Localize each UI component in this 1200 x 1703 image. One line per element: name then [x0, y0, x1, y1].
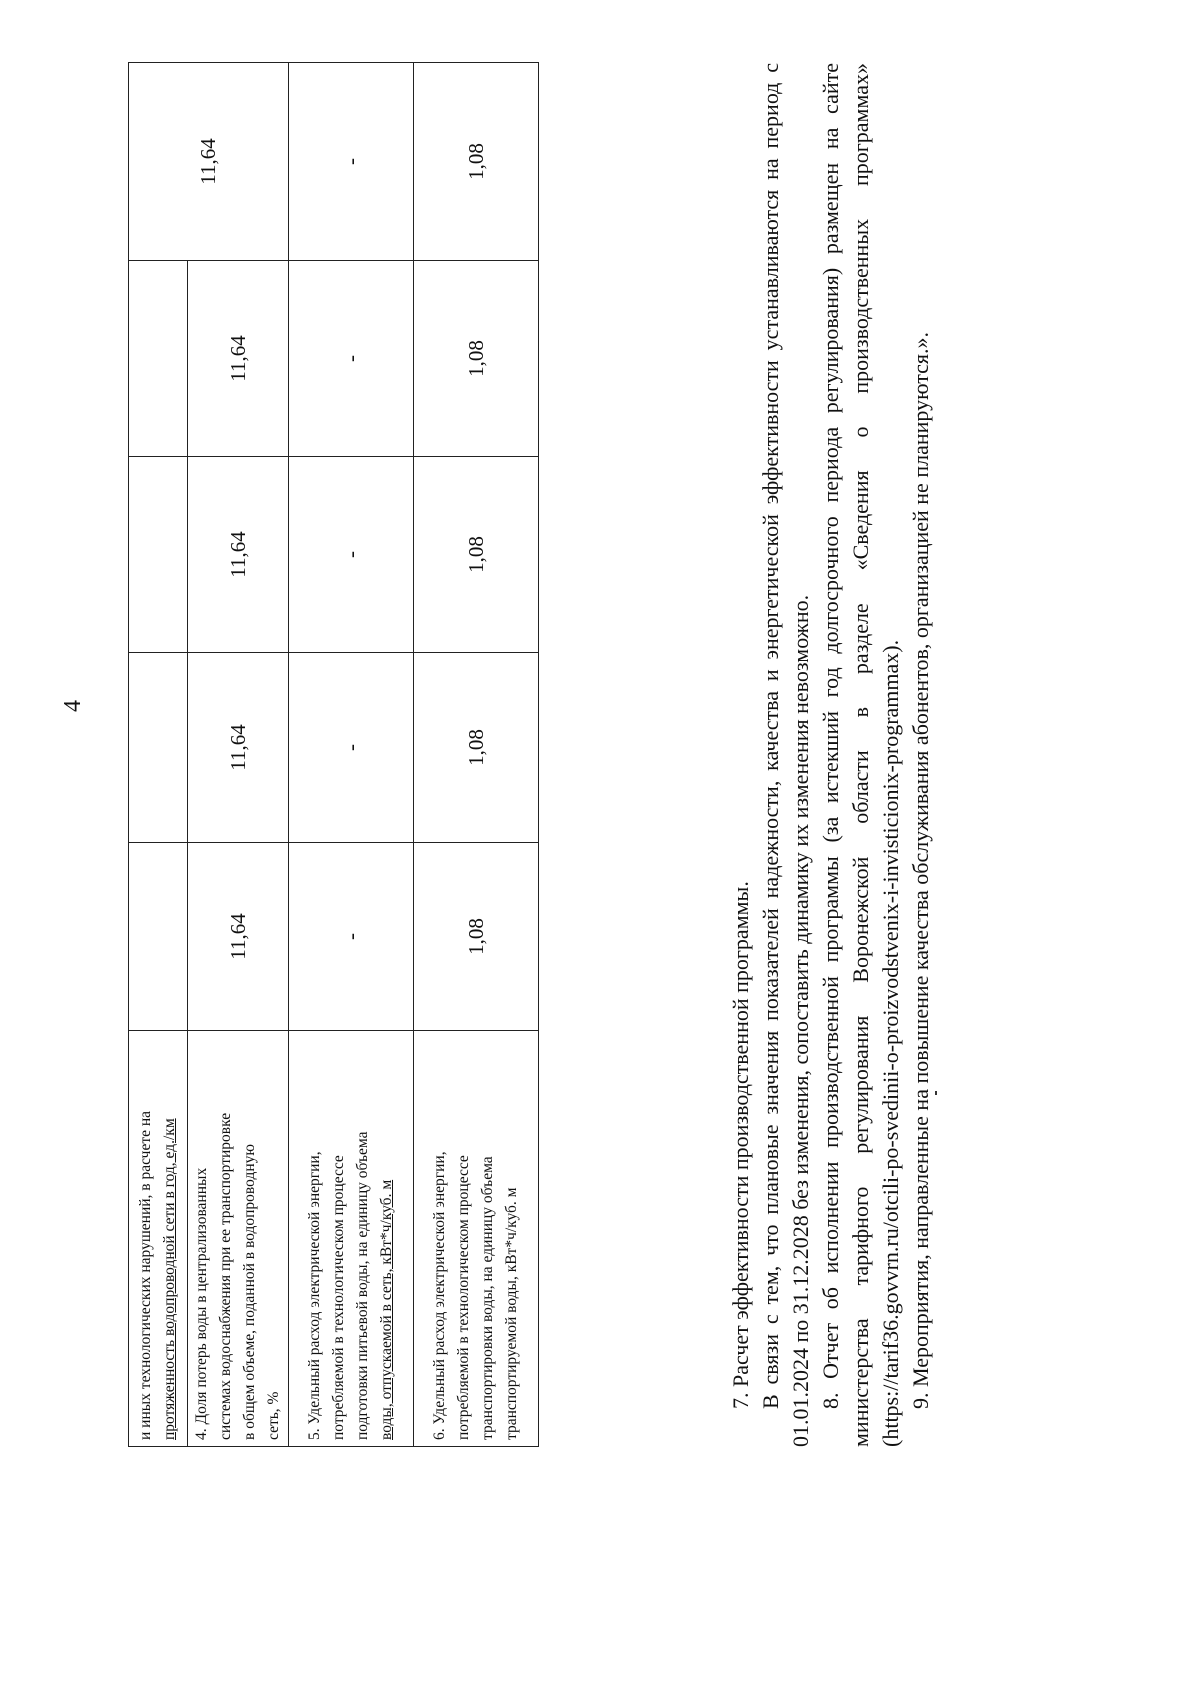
- paragraph-7-heading: 7. Расчет эффективности производственной программы.: [728, 881, 753, 1409]
- body-text: [726, 63, 936, 1447]
- table-row: [188, 63, 289, 1447]
- indicators-table: [128, 62, 539, 1447]
- value-cell: 1,08: [414, 653, 539, 843]
- indicator-line: 5. Удельный расход электрической энергии,: [306, 1151, 324, 1440]
- value-cell: 1,08: [414, 63, 539, 261]
- indicator-line: транспортировки воды, на единицу объема: [479, 1156, 497, 1440]
- value-cell: 11,64: [188, 843, 289, 1031]
- value-cell: [129, 457, 188, 653]
- indicator-line: системах водоснабжения при ее транспортировке: [217, 1112, 235, 1440]
- value-cell: -: [289, 457, 414, 653]
- rotated-document-page: [0, 55, 1200, 1655]
- indicator-line: сеть, %: [265, 1391, 283, 1440]
- indicator-line: подготовки питьевой воды, на единицу объема: [354, 1131, 372, 1440]
- value-cell: 11,64: [188, 653, 289, 843]
- indicator-line: протяженность водопроводной сети в год, ед./км: [161, 1118, 178, 1440]
- page-number: 4: [60, 700, 86, 712]
- indicator-cell: [414, 1031, 539, 1447]
- paragraph-7-body: В связи с тем, что плановые значения показателей надежности, качества и энергетической эффективности устанавливаются на период с 01.01.2024 по 31.12.2028 без изменения, сопоставить динамику их изменения невозможно.: [758, 63, 813, 1447]
- value-cell: [129, 261, 188, 457]
- value-cell: 1,08: [414, 261, 539, 457]
- indicator-line: воды, отпускаемой в сеть, кВт*ч/куб. м: [378, 1179, 396, 1440]
- value-cell: 11,64: [188, 457, 289, 653]
- value-cell: -: [289, 63, 414, 261]
- value-cell: [129, 843, 188, 1031]
- indicator-line: в общем объеме, поданной в водопроводную: [241, 1144, 259, 1440]
- value-cell: -: [289, 653, 414, 843]
- paragraph-9: 9. Мероприятия, направленные на повышение качества обслуживания абонентов, организацией не планируются.».: [908, 331, 933, 1409]
- value-cell: 11,64: [129, 63, 289, 261]
- indicator-line: 6. Удельный расход электрической энергии,: [431, 1151, 449, 1440]
- value-cell: -: [289, 261, 414, 457]
- paragraph-8: 8. Отчет об исполнении производственной программы (за истекший год долгосрочного периода регулирования) размещен на сайте министерства тарифного регулирования Воронежской области в разделе «Сведения о производственных программах» (https://tarif36.govvrn.ru/otcili-po-svedinii-o-proizvodstvenix-i-invisticionix-programmax).: [818, 63, 903, 1447]
- indicator-line: потребляемой в технологическом процессе: [330, 1155, 348, 1440]
- table-row: [289, 63, 414, 1447]
- indicator-line: 4. Доля потерь воды в централизованных: [193, 1167, 210, 1440]
- indicator-cell: [129, 1031, 188, 1447]
- value-cell: -: [289, 843, 414, 1031]
- value-cell: 1,08: [414, 457, 539, 653]
- indicator-cell: [289, 1031, 414, 1447]
- indicator-line: и иных технологических нарушений, в расчете на: [136, 1110, 154, 1440]
- indicator-line: потребляемой в технологическом процессе: [455, 1155, 473, 1440]
- indicator-line: транспортируемой воды, кВт*ч/куб. м: [503, 1187, 521, 1440]
- value-cell: [129, 653, 188, 843]
- value-cell: 1,08: [414, 843, 539, 1031]
- indicator-cell: [188, 1031, 289, 1447]
- value-cell: 11,64: [188, 261, 289, 457]
- table-row: [129, 63, 188, 1447]
- table-row: [414, 63, 539, 1447]
